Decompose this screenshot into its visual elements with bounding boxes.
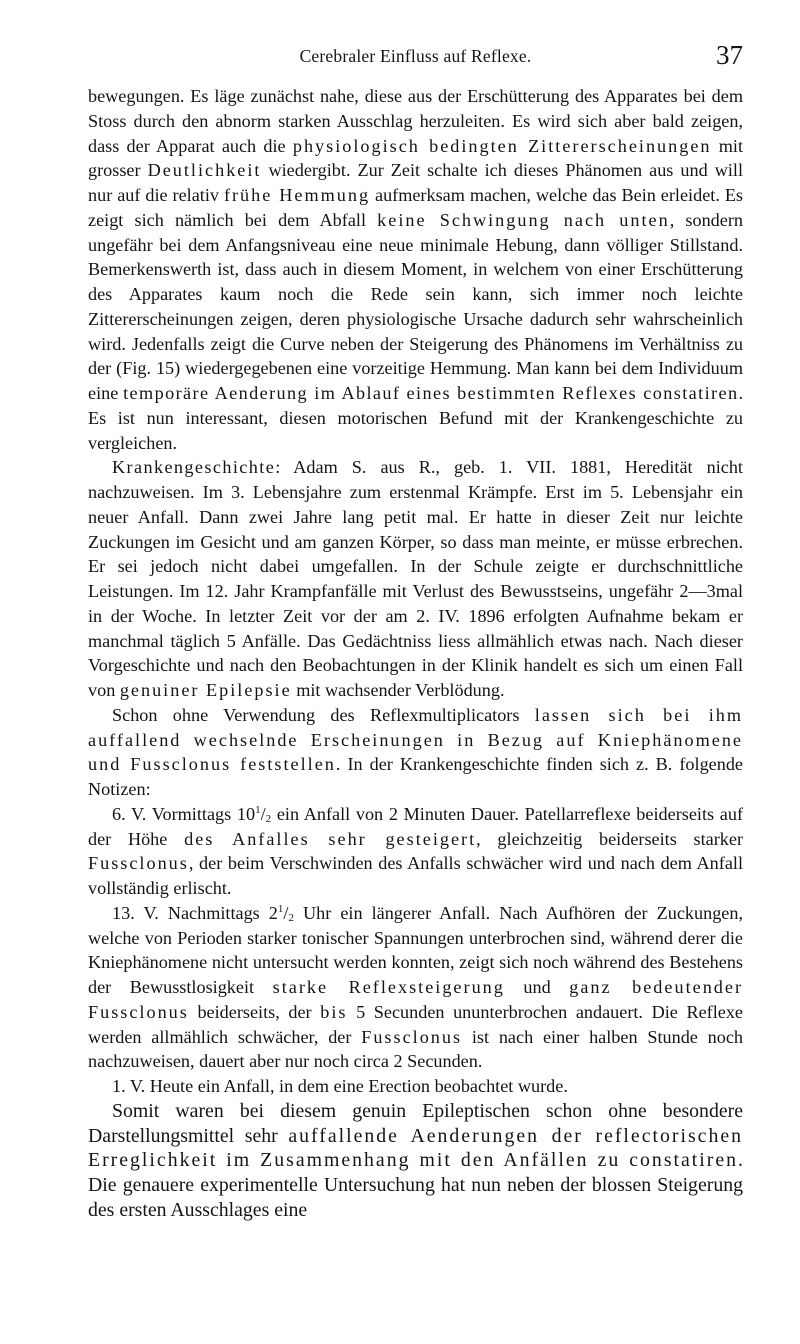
spaced-emphasis: Krankengeschichte (112, 457, 276, 478)
text-run: 6. V. Vormittags 10 (112, 803, 256, 824)
paragraph (88, 455, 743, 703)
text-run: . Die genauere experimentelle Untersuchung hat nun neben der blossen Steigerung des ersten Ausschlages eine (88, 1149, 743, 1221)
spaced-emphasis: physiologisch bedingten Zittererscheinungen (292, 135, 712, 156)
spaced-emphasis: Fussclonus (88, 853, 189, 874)
paragraph (88, 84, 743, 455)
text-run: : Adam S. aus R., geb. 1. VII. 1881, Heredität nicht nachzuweisen. Im 3. Lebensjahre zum erstenmal Krämpfe. Erst im 5. Lebensjahr ein neuer Anfall. Dann zwei Jahre lang petit mal. Er hatte in dieser Zeit nur leichte Zuckungen im Gesicht und am ganzen Körper, so dass man meinte, er müsse erbrechen. Er sei jedoch nicht dabei umgefallen. In der Schule zeigte er durchschnittliche Leistungen. Im 12. Jahr Krampfanfälle mit Verlust des Bewusstseins, ungefähr 2—3mal in der Woche. In letzter Zeit vor der am 2. IV. 1896 erfolgten Aufnahme bekam er manchmal täglich 5 Anfälle. Das Gedächtniss liess allmählich etwas nach. Nach dieser Vorgeschichte und nach den Beobachtungen in der Klinik handelt es sich um einen Fall von (88, 457, 743, 700)
text-run: . Es ist nun interessant, diesen motorischen Befund mit der Krankengeschichte zu vergleichen. (88, 383, 743, 453)
page-header (88, 40, 743, 74)
fraction-numerator: 1 (277, 902, 284, 915)
spaced-emphasis: Fussclonus (361, 1026, 463, 1047)
text-run: , der beim Verschwinden des Anfalls schwächer wird und nach dem Anfall vollständig erlischt. (88, 853, 743, 898)
paragraph (88, 901, 743, 1074)
spaced-emphasis: temporäre Aenderung im Ablauf eines bestimmten Reflexes constatiren (123, 383, 739, 403)
text-run: bewegungen. Es läge zunächst nahe, diese aus der Erschütterung des Apparates bei dem Stoss durch den abnorm starken Ausschlag herzuleiten. Es wird sich aber bald zeigen, dass der Apparat auch die (88, 86, 743, 156)
text-run: . In der Krankengeschichte finden sich z. B. folgende Notizen: (88, 754, 743, 799)
page-number: 37 (716, 40, 743, 70)
text-run: 13. V. Nachmittags 2 (112, 902, 278, 923)
text-run: wiedergibt. Zur Zeit schalte ich dieses Phänomen aus und will nur auf die relativ (88, 160, 744, 205)
text-run: ein Anfall von 2 Minuten Dauer. Patellarreflexe beiderseits auf der Höhe (88, 803, 743, 849)
spaced-emphasis: auffallende Aenderungen der reflectorischen Erreglichkeit im Zusammenhang mit den Anfällen zu constatiren (88, 1124, 744, 1172)
text-run: und (504, 977, 570, 997)
text-run: mit wachsender Verblödung. (291, 680, 505, 700)
paragraph (88, 703, 743, 802)
spaced-emphasis: ganz bedeutender Fussclonus (88, 977, 744, 1022)
fraction: $^1/_2$ (277, 902, 294, 924)
text-run: 5 Secunden ununterbrochen andauert. Die Reflexe werden allmählich schwächer, der (88, 1001, 744, 1047)
text-run: Somit waren bei diesem genuin Epileptischen schon ohne besondere Darstellungsmittel sehr (88, 1099, 743, 1147)
paragraph (88, 1099, 743, 1223)
spaced-emphasis: keine Schwingung nach unten (377, 209, 670, 230)
paragraph (88, 802, 743, 901)
spaced-emphasis: bis (320, 1001, 348, 1022)
spaced-emphasis: genuiner Epilepsie (119, 680, 292, 700)
fraction-denominator: 2 (265, 812, 272, 825)
text-run: , gleichzeitig beiderseits starker (476, 828, 743, 849)
text-run: ist nach einer halben Stunde noch nachzuweisen, dauert aber nur noch circa 2 Secunden. (88, 1026, 743, 1072)
text-run: Schon ohne Verwendung des Reflexmultiplicators (112, 704, 535, 725)
text-run: Uhr ein längerer Anfall. Nach Aufhören der Zuckungen, welche von Perioden starker tonischer Spannungen unterbrochen sind, während derer die Kniephänomene nicht untersucht werden konnten, zeigt sich noch während des Bestehens der Bewusstlosigkeit (88, 902, 744, 997)
fraction: $^1/_2$ (255, 803, 272, 825)
spaced-emphasis: Deutlichkeit (147, 160, 262, 181)
text-run: beiderseits, der (188, 1001, 321, 1022)
spaced-emphasis: frühe Hemmung (223, 185, 371, 205)
spaced-emphasis: starke Reflexsteigerung (272, 977, 505, 997)
spaced-emphasis: lassen sich bei ihm auffallend wechselnde Erscheinungen in Bezug auf Kniephänomene und Fussclonus feststellen (88, 704, 743, 775)
text-run: , sondern ungefähr bei dem Anfangsniveau eine neue minimale Hebung, dann völliger Stillstand. Bemerkenswerth ist, dass auch in diesem Moment, in welchem von einer Erschütterung des Apparates kaum noch die Rede sein kann, sich immer noch leichte Zittererscheinungen zeigen, deren physiologische Ursache dadurch sehr wahrscheinlich wird. Jedenfalls zeigt die Curve neben der Steigerung des Phänomens im Verhältniss zu der (Fig. 15) wiedergegebenen eine vorzeitige Hemmung. Man kann bei dem Individuum eine (88, 209, 743, 403)
text-run: mit grosser (88, 135, 744, 181)
spaced-emphasis: des Anfalles sehr gesteigert (184, 828, 477, 849)
fraction-numerator: 1 (255, 803, 261, 816)
running-title: Cerebraler Einfluss auf Reflexe. (299, 46, 532, 66)
fraction-denominator: 2 (288, 911, 294, 924)
paragraph: 1. V. Heute ein Anfall, in dem eine Erection beobachtet wurde. (112, 1076, 568, 1096)
text-run: aufmerksam machen, welche das Bein erleidet. Es zeigt sich nämlich bei dem Abfall (88, 185, 744, 230)
body-text (88, 84, 743, 1223)
